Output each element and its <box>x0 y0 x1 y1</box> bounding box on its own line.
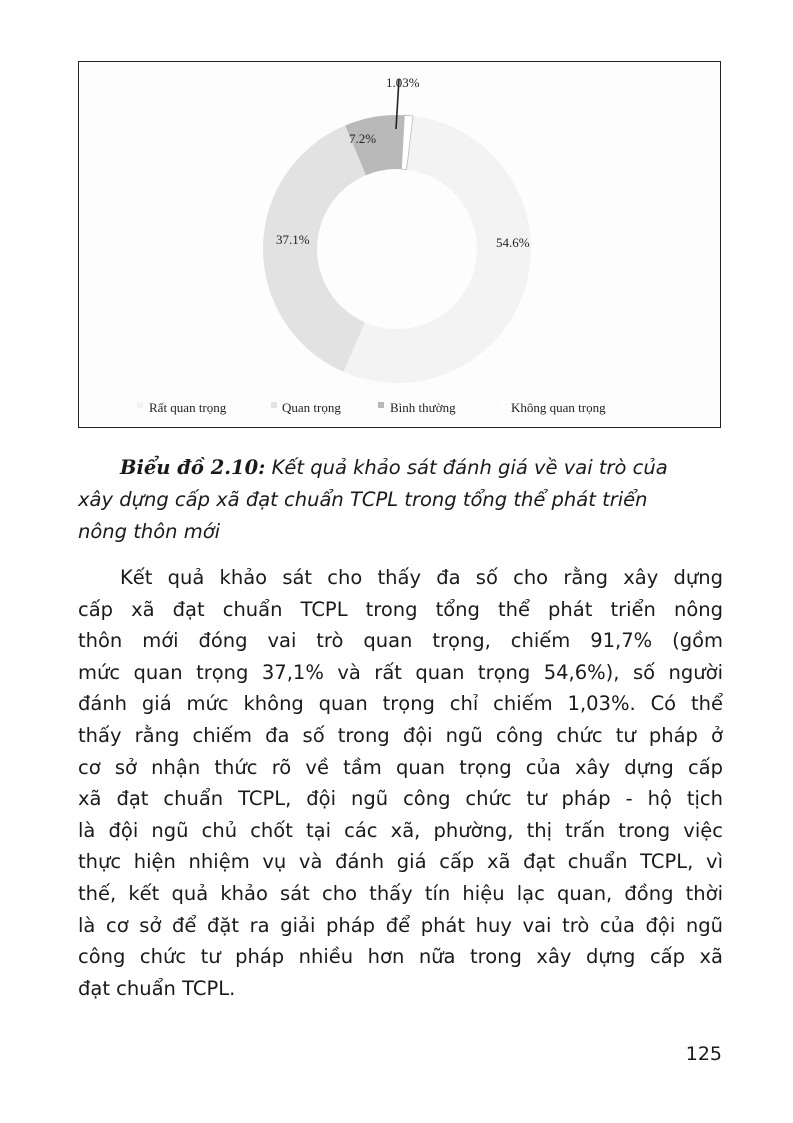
paragraph-line: thôn mới đóng vai trò quan trọng, chiếm 91,7% (gồm <box>78 629 723 653</box>
paragraph-line: công chức tư pháp nhiều hơn nữa trong xây dựng cấp xã <box>78 945 723 969</box>
legend-label-rat-quan-trong: Rất quan trọng <box>149 400 227 415</box>
caption-line-1 <box>78 452 723 484</box>
legend-label-quan-trong: Quan trọng <box>282 400 341 415</box>
legend-swatch-binh-thuong <box>378 402 384 408</box>
paragraph-line: đánh giá mức không quan trọng chỉ chiếm 1,03%. Có thể <box>78 692 723 716</box>
paragraph-line: thế, kết quả khảo sát cho thấy tín hiệu lạc quan, đồng thời <box>78 881 723 905</box>
paragraph-line: cấp xã đạt chuẩn TCPL trong tổng thể phát triển nông <box>78 597 723 621</box>
donut-chart <box>79 62 719 426</box>
paragraph-line: mức quan trọng 37,1% và rất quan trọng 54,6%), số người <box>78 660 723 684</box>
paragraph-line: đạt chuẩn TCPL. <box>78 976 236 1000</box>
caption-line-3: nông thôn mới <box>78 520 221 543</box>
chart-figure <box>78 61 721 428</box>
paragraph-line: thực hiện nhiệm vụ và đánh giá cấp xã đạt chuẩn TCPL, vì <box>78 850 723 874</box>
paragraph-line: cơ sở nhận thức rõ về tầm quan trọng của xây dựng cấp <box>78 755 723 779</box>
paragraph-line: Kết quả khảo sát cho thấy đa số cho rằng xây dựng <box>120 566 723 589</box>
slice-label-binh-thuong: 7.2% <box>349 131 377 146</box>
paragraph-line: xã đạt chuẩn TCPL, đội ngũ công chức tư pháp - hộ tịch <box>78 787 723 811</box>
slice-label-rat-quan-trong: 54.6% <box>496 235 530 250</box>
page-number: 125 <box>685 1043 722 1065</box>
slice-quan-trong <box>263 125 366 371</box>
figure-caption <box>78 452 723 548</box>
legend-label-binh-thuong: Bình thường <box>390 400 456 415</box>
body-paragraph <box>78 562 723 1004</box>
legend-swatch-rat-quan-trong <box>137 402 143 408</box>
paragraph-line: là cơ sở để đặt ra giải pháp để phát huy vai trò của đội ngũ <box>78 913 723 937</box>
legend-label-khong-quan-trong: Không quan trọng <box>511 400 606 415</box>
legend-swatch-quan-trong <box>271 402 277 408</box>
chart-legend <box>137 400 606 415</box>
slice-label-quan-trong: 37.1% <box>276 232 310 247</box>
caption-line-2: xây dựng cấp xã đạt chuẩn TCPL trong tổng thể phát triển <box>78 488 648 511</box>
caption-label: Biểu đồ 2.10: <box>120 456 266 479</box>
legend-swatch-khong-quan-trong <box>499 402 505 408</box>
paragraph-line: là đội ngũ chủ chốt tại các xã, phường, thị trấn trong việc <box>78 818 723 842</box>
caption-text-1: Kết quả khảo sát đánh giá về vai trò của <box>271 456 668 479</box>
paragraph-line: thấy rằng chiếm đa số trong đội ngũ công chức tư pháp ở <box>78 723 723 747</box>
slice-label-khong-quan-trong: 1.03% <box>386 75 420 90</box>
